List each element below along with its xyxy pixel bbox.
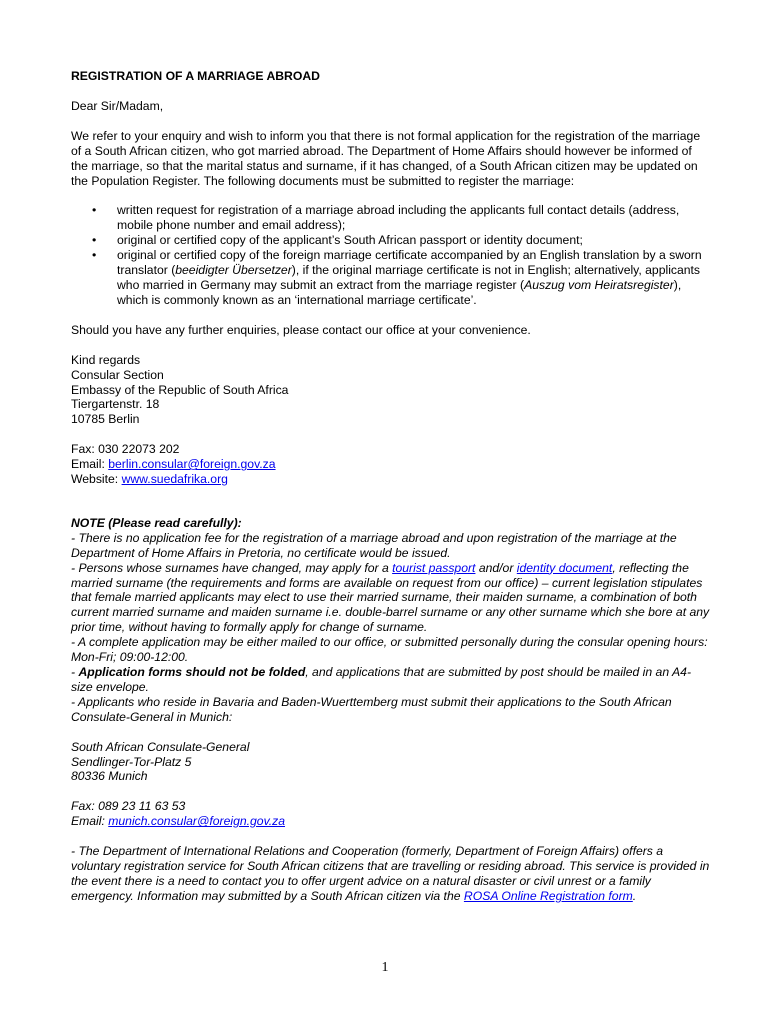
regards: Kind regards (71, 352, 141, 367)
munich-address (71, 740, 711, 785)
consulate-street: Sendlinger-Tor-Platz 5 (71, 754, 192, 769)
signature-block (71, 353, 711, 428)
note-heading: NOTE (Please read carefully): (71, 515, 242, 530)
website-link[interactable]: www.suedafrika.org (121, 472, 228, 487)
note-dirco: - The Department of International Relations and Cooperation (formerly, Department of Foreign Affairs) offers a voluntary registration service for South African citizens that are travelling or residing abroad. This service is provided in the event there is a need to contact you to offer urgent advice on a natural disaster or civil unrest or a family emergency. Information may submitted by a South African citizen via the ROSA Online Registration form. (71, 844, 710, 903)
german-term: beeidigter Übersetzer (175, 263, 292, 278)
consulate-name: South African Consulate-General (71, 739, 250, 754)
note-folded: - Application forms should not be folded, and applications that are submitted by post should be mailed in an A4-size envelope. (71, 665, 692, 694)
tourist-passport-link[interactable]: tourist passport (392, 560, 476, 575)
identity-document-link[interactable]: identity document (516, 560, 613, 575)
intro-paragraph: We refer to your enquiry and wish to inform you that there is not formal application for the registration of the marriage of a South African citizen, who got married abroad. The Department of Home Affairs should however be informed of the marriage, so that the marital status and surname, if it has changed, of a South African citizen may be updated on the Population Register. The following documents must be submitted to register the marriage: (71, 128, 701, 188)
munich-contact (71, 799, 711, 829)
contact-block (71, 442, 711, 487)
german-term: Auszug vom Heiratsregister (524, 277, 674, 292)
munich-email-line: Email: munich.consular@foreign.gov.za (71, 814, 286, 829)
note-bavaria: - Applicants who reside in Bavaria and Baden-Wuerttemberg must submit their applications to the South African Consulate-General in Munich: (71, 694, 672, 724)
page-number: 1 (381, 960, 389, 975)
salutation: Dear Sir/Madam, (71, 98, 164, 113)
list-item: • original or certified copy of the foreign marriage certificate accompanied by an English translation by a sworn translator (beeidigter Übersetzer), if the original marriage certificate is not in English; alternatively, applicants who married in Germany may submit an extract from the marriage register (Auszug vom Heiratsregister), which is commonly known as an ‘international marriage certificate’. (71, 248, 711, 308)
email-link[interactable]: berlin.consular@foreign.gov.za (108, 457, 276, 472)
embassy-name: Embassy of the Republic of South Africa (71, 382, 289, 397)
note-complete-application: - A complete application may be either mailed to our office, or submitted personally during the consular opening hours: Mon-Fri; 09:00-12:00. (71, 635, 708, 665)
email-line: Email: berlin.consular@foreign.gov.za (71, 457, 276, 472)
section-name: Consular Section (71, 367, 164, 382)
munich-fax: Fax: 089 23 11 63 53 (71, 799, 186, 814)
street-address: Tiergartenstr. 18 (71, 397, 160, 412)
rosa-registration-link[interactable]: ROSA Online Registration form (463, 888, 633, 903)
list-item: • written request for registration of a marriage abroad including the applicants full contact details (address, mobile phone number and email address); (71, 203, 711, 233)
document-title: REGISTRATION OF A MARRIAGE ABROAD (71, 69, 320, 83)
letter-body (71, 69, 711, 904)
website-line: Website: www.suedafrika.org (71, 472, 228, 487)
note-section (71, 516, 711, 904)
city-address: 10785 Berlin (71, 412, 140, 427)
required-documents-list (71, 203, 711, 307)
munich-email-link[interactable]: munich.consular@foreign.gov.za (108, 814, 286, 829)
not-folded-warning: Application forms should not be folded (78, 665, 306, 679)
note-fee: - There is no application fee for the registration of a marriage abroad and upon registration of the marriage at the Department of Home Affairs in Pretoria, no certificate would be issued. (71, 530, 677, 560)
note-surname: - Persons whose surnames have changed, may apply for a tourist passport and/or identity document, reflecting the married surname (the requirements and forms are available on request from our office) – current legislation stipulates that female married applicants may elect to use their married surname, their maiden surname, a combination of both current married surname and maiden surname i.e. double-barrel surname or any other surname which she bore at any prior time, without having to formally apply for change of surname. (71, 560, 710, 635)
fax-number: Fax: 030 22073 202 (71, 442, 180, 457)
consulate-city: 80336 Munich (71, 769, 148, 784)
further-enquiries: Should you have any further enquiries, please contact our office at your convenience. (71, 322, 531, 337)
list-item: • original or certified copy of the applicant’s South African passport or identity document; (71, 233, 711, 248)
